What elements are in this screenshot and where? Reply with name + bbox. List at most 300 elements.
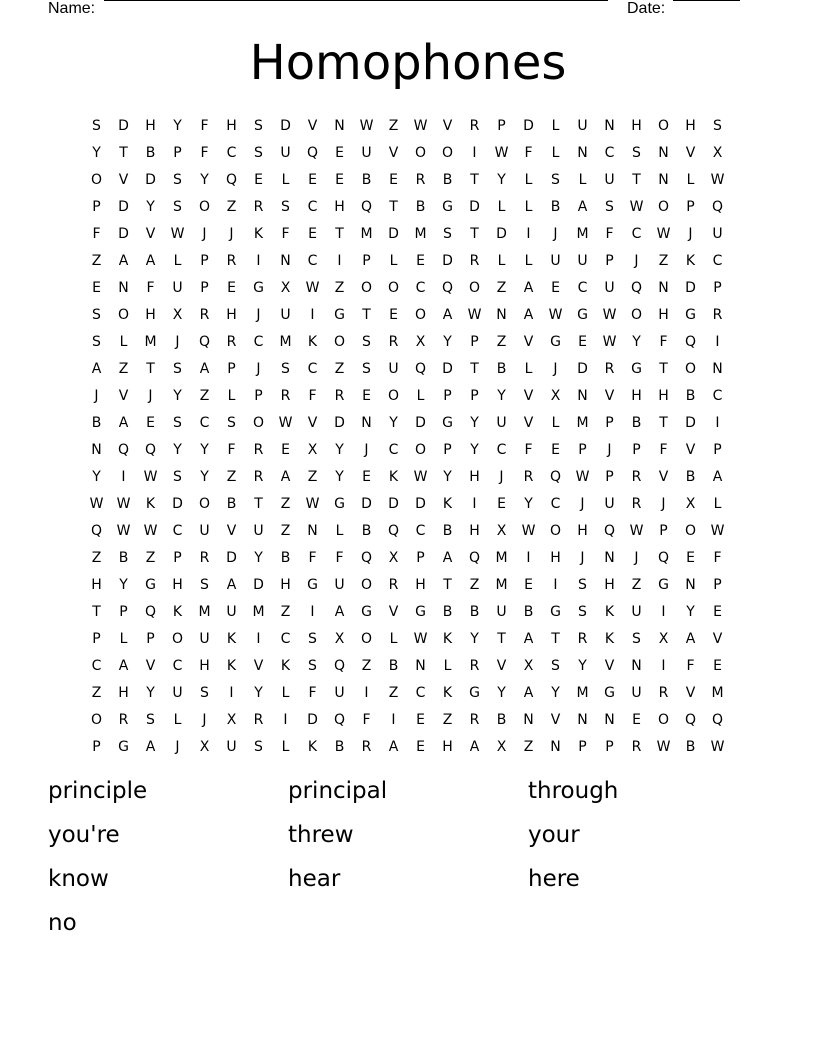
grid-letter: Q — [225, 171, 238, 188]
word-list-item: hear — [288, 866, 341, 892]
grid-letter: S — [227, 414, 236, 431]
grid-row — [83, 625, 731, 652]
grid-letter: E — [416, 711, 425, 728]
grid-letter: F — [335, 549, 344, 566]
grid-letter: I — [526, 549, 531, 566]
grid-letter: B — [145, 144, 156, 161]
grid-letter: H — [469, 468, 480, 485]
grid-letter: E — [389, 171, 398, 188]
grid-letter: S — [281, 360, 290, 377]
grid-row — [83, 328, 731, 355]
grid-letter: Q — [711, 711, 724, 728]
grid-letter: H — [658, 387, 669, 404]
grid-letter: P — [443, 441, 452, 458]
grid-letter: I — [256, 252, 261, 269]
grid-letter: W — [602, 333, 617, 350]
grid-letter: L — [119, 333, 128, 350]
grid-letter: E — [713, 657, 722, 674]
grid-letter: J — [634, 549, 639, 566]
grid-letter: D — [253, 576, 264, 593]
grid-letter: Y — [335, 441, 344, 458]
grid-letter: H — [280, 576, 291, 593]
grid-letter: B — [442, 171, 453, 188]
grid-letter: X — [685, 495, 696, 512]
grid-letter: W — [467, 306, 482, 323]
grid-letter: M — [360, 225, 373, 242]
grid-letter: P — [416, 549, 425, 566]
grid-letter: I — [472, 144, 477, 161]
grid-letter: F — [146, 279, 155, 296]
grid-letter: S — [254, 117, 263, 134]
grid-letter: L — [524, 171, 533, 188]
grid-letter: X — [226, 711, 237, 728]
grid-letter: U — [496, 414, 507, 431]
grid-letter: D — [577, 360, 588, 377]
grid-letter: M — [495, 549, 508, 566]
grid-letter: A — [145, 738, 156, 755]
grid-letter: E — [713, 603, 722, 620]
grid-letter: S — [578, 576, 587, 593]
grid-letter: C — [415, 684, 426, 701]
grid-letter: J — [94, 387, 99, 404]
grid-letter: H — [631, 117, 642, 134]
grid-row — [83, 382, 731, 409]
grid-letter: J — [580, 495, 585, 512]
word-list-item: no — [48, 910, 77, 936]
grid-letter: V — [523, 414, 534, 431]
grid-letter: E — [524, 576, 533, 593]
grid-letter: S — [308, 630, 317, 647]
grid-letter: K — [604, 603, 615, 620]
grid-letter: D — [442, 252, 453, 269]
grid-letter: T — [92, 603, 101, 620]
grid-letter: O — [657, 711, 670, 728]
grid-letter: X — [334, 630, 345, 647]
grid-letter: W — [521, 522, 536, 539]
grid-letter: P — [713, 279, 722, 296]
grid-letter: Z — [91, 252, 102, 269]
grid-letter: U — [577, 117, 588, 134]
grid-letter: T — [389, 198, 398, 215]
grid-letter: L — [281, 738, 290, 755]
grid-letter: O — [549, 522, 562, 539]
grid-letter: S — [173, 360, 182, 377]
grid-letter: H — [469, 522, 480, 539]
grid-letter: Q — [657, 549, 670, 566]
grid-letter: V — [604, 387, 615, 404]
grid-row — [83, 733, 731, 760]
grid-letter: X — [280, 279, 291, 296]
grid-letter: H — [334, 198, 345, 215]
grid-letter: R — [469, 711, 480, 728]
grid-letter: W — [143, 522, 158, 539]
grid-letter: J — [364, 441, 369, 458]
grid-letter: R — [469, 657, 480, 674]
grid-letter: K — [307, 738, 318, 755]
grid-letter: L — [389, 630, 398, 647]
grid-letter: L — [497, 198, 506, 215]
grid-letter: L — [443, 657, 452, 674]
grid-letter: O — [387, 279, 400, 296]
grid-letter: L — [713, 495, 722, 512]
grid-letter: Z — [388, 117, 399, 134]
date-label: Date: — [627, 0, 666, 17]
grid-letter: V — [145, 225, 156, 242]
grid-letter: A — [199, 360, 210, 377]
grid-letter: A — [685, 630, 696, 647]
grid-letter: R — [631, 495, 642, 512]
grid-letter: J — [634, 252, 639, 269]
grid-letter: G — [334, 306, 345, 323]
grid-letter: L — [551, 117, 560, 134]
grid-letter: H — [145, 306, 156, 323]
grid-letter: F — [92, 225, 101, 242]
grid-letter: E — [389, 306, 398, 323]
grid-letter: Y — [470, 441, 479, 458]
word-list-item: your — [528, 822, 580, 848]
grid-letter: E — [632, 711, 641, 728]
grid-letter: U — [604, 279, 615, 296]
grid-letter: R — [199, 549, 210, 566]
grid-letter: O — [657, 117, 670, 134]
grid-letter: G — [469, 684, 480, 701]
grid-letter: U — [226, 738, 237, 755]
grid-letter: Q — [414, 360, 427, 377]
grid-letter: F — [308, 387, 317, 404]
grid-letter: U — [712, 225, 723, 242]
grid-letter: K — [307, 333, 318, 350]
grid-letter: O — [360, 576, 373, 593]
grid-letter: U — [172, 684, 183, 701]
grid-letter: T — [497, 630, 506, 647]
grid-letter: O — [198, 495, 211, 512]
grid-letter: R — [469, 117, 480, 134]
grid-letter: F — [308, 684, 317, 701]
grid-letter: Y — [470, 630, 479, 647]
grid-letter: U — [550, 252, 561, 269]
grid-letter: Z — [226, 198, 237, 215]
grid-letter: X — [496, 522, 507, 539]
grid-letter: L — [524, 198, 533, 215]
grid-letter: N — [577, 711, 588, 728]
grid-letter: Q — [684, 711, 697, 728]
grid-letter: J — [256, 306, 261, 323]
grid-letter: G — [415, 603, 426, 620]
grid-letter: V — [388, 144, 399, 161]
grid-letter: U — [226, 603, 237, 620]
grid-row — [83, 220, 731, 247]
grid-letter: Y — [173, 441, 182, 458]
grid-letter: V — [685, 684, 696, 701]
grid-letter: V — [658, 468, 669, 485]
grid-letter: A — [388, 738, 399, 755]
grid-letter: L — [281, 171, 290, 188]
grid-letter: W — [143, 468, 158, 485]
grid-letter: N — [550, 738, 561, 755]
grid-letter: I — [310, 603, 315, 620]
grid-letter: V — [388, 603, 399, 620]
grid-row — [83, 247, 731, 274]
grid-letter: A — [442, 549, 453, 566]
grid-letter: V — [712, 630, 723, 647]
grid-letter: I — [391, 711, 396, 728]
grid-letter: K — [226, 657, 237, 674]
grid-letter: E — [254, 171, 263, 188]
grid-letter: N — [523, 711, 534, 728]
grid-letter: Q — [711, 198, 724, 215]
grid-letter: N — [604, 549, 615, 566]
grid-letter: Y — [92, 468, 101, 485]
grid-letter: O — [360, 630, 373, 647]
grid-letter: N — [604, 711, 615, 728]
grid-letter: N — [658, 171, 669, 188]
grid-row — [83, 166, 731, 193]
grid-letter: O — [684, 360, 697, 377]
grid-letter: Y — [146, 684, 155, 701]
grid-letter: U — [172, 279, 183, 296]
grid-letter: D — [523, 117, 534, 134]
grid-letter: F — [308, 549, 317, 566]
grid-letter: W — [89, 495, 104, 512]
grid-letter: E — [551, 441, 560, 458]
grid-letter: D — [415, 495, 426, 512]
grid-letter: R — [631, 738, 642, 755]
grid-row — [83, 652, 731, 679]
grid-letter: O — [90, 171, 103, 188]
page-title: Homophones — [249, 35, 567, 91]
grid-letter: Q — [468, 549, 481, 566]
grid-letter: R — [253, 711, 264, 728]
grid-letter: P — [713, 441, 722, 458]
grid-letter: R — [253, 468, 264, 485]
grid-letter: N — [658, 279, 669, 296]
grid-letter: N — [334, 117, 345, 134]
grid-letter: G — [145, 576, 156, 593]
grid-letter: C — [280, 630, 291, 647]
grid-letter: I — [526, 225, 531, 242]
grid-letter: A — [226, 576, 237, 593]
grid-row — [83, 598, 731, 625]
grid-letter: X — [388, 549, 399, 566]
grid-letter: K — [685, 252, 696, 269]
grid-letter: S — [92, 333, 101, 350]
grid-letter: D — [307, 711, 318, 728]
grid-letter: V — [145, 657, 156, 674]
grid-letter: U — [631, 603, 642, 620]
grid-letter: P — [470, 333, 479, 350]
grid-letter: A — [523, 630, 534, 647]
grid-letter: E — [227, 279, 236, 296]
grid-letter: R — [523, 468, 534, 485]
grid-letter: D — [118, 117, 129, 134]
grid-letter: W — [629, 198, 644, 215]
grid-letter: L — [578, 171, 587, 188]
grid-letter: S — [551, 657, 560, 674]
grid-letter: F — [200, 144, 209, 161]
grid-letter: J — [148, 387, 153, 404]
grid-letter: L — [551, 414, 560, 431]
grid-row — [83, 517, 731, 544]
grid-letter: W — [575, 468, 590, 485]
grid-letter: K — [145, 495, 156, 512]
grid-letter: I — [121, 468, 126, 485]
grid-letter: A — [712, 468, 723, 485]
grid-letter: R — [712, 306, 723, 323]
grid-letter: E — [362, 468, 371, 485]
grid-letter: I — [229, 684, 234, 701]
grid-letter: I — [715, 333, 720, 350]
grid-letter: T — [470, 225, 479, 242]
grid-letter: O — [468, 279, 481, 296]
grid-letter: Y — [443, 468, 452, 485]
grid-letter: G — [442, 198, 453, 215]
grid-letter: Q — [144, 603, 157, 620]
grid-letter: Q — [603, 522, 616, 539]
grid-letter: G — [334, 495, 345, 512]
grid-letter: Z — [361, 657, 372, 674]
grid-row — [83, 571, 731, 598]
grid-letter: E — [416, 738, 425, 755]
grid-letter: Z — [658, 252, 669, 269]
grid-letter: S — [632, 630, 641, 647]
grid-letter: P — [200, 279, 209, 296]
grid-letter: H — [604, 576, 615, 593]
grid-letter: O — [630, 306, 643, 323]
grid-letter: V — [550, 711, 561, 728]
grid-letter: R — [388, 576, 399, 593]
grid-letter: H — [577, 522, 588, 539]
grid-letter: A — [118, 657, 129, 674]
grid-letter: Y — [551, 684, 560, 701]
grid-letter: Y — [200, 171, 209, 188]
grid-letter: H — [442, 738, 453, 755]
grid-letter: T — [335, 225, 344, 242]
name-line — [104, 0, 608, 1]
word-list-item: here — [528, 866, 580, 892]
grid-letter: Y — [497, 387, 506, 404]
grid-letter: P — [470, 387, 479, 404]
grid-letter: Z — [442, 711, 453, 728]
grid-letter: O — [414, 441, 427, 458]
grid-letter: Y — [146, 198, 155, 215]
grid-letter: C — [307, 198, 318, 215]
grid-letter: B — [334, 738, 345, 755]
grid-letter: R — [226, 252, 237, 269]
grid-letter: R — [577, 630, 588, 647]
grid-letter: Y — [200, 468, 209, 485]
grid-letter: S — [173, 414, 182, 431]
grid-letter: S — [443, 225, 452, 242]
grid-letter: V — [118, 171, 129, 188]
grid-letter: R — [658, 684, 669, 701]
grid-letter: B — [361, 171, 372, 188]
grid-letter: P — [254, 387, 263, 404]
grid-letter: N — [91, 441, 102, 458]
grid-letter: A — [280, 468, 291, 485]
grid-letter: S — [713, 117, 722, 134]
grid-letter: K — [172, 603, 183, 620]
grid-letter: V — [442, 117, 453, 134]
grid-letter: V — [685, 144, 696, 161]
grid-letter: A — [523, 684, 534, 701]
grid-letter: W — [710, 738, 725, 755]
grid-letter: H — [415, 576, 426, 593]
grid-letter: F — [686, 657, 695, 674]
grid-letter: F — [659, 333, 668, 350]
grid-row — [83, 193, 731, 220]
grid-letter: W — [413, 117, 428, 134]
grid-letter: B — [91, 414, 102, 431]
grid-letter: S — [605, 198, 614, 215]
grid-letter: S — [254, 738, 263, 755]
grid-letter: G — [361, 603, 372, 620]
grid-letter: W — [305, 495, 320, 512]
grid-letter: U — [604, 171, 615, 188]
letter-grid — [83, 112, 731, 760]
grid-letter: O — [333, 333, 346, 350]
grid-letter: W — [710, 171, 725, 188]
grid-letter: Y — [200, 441, 209, 458]
grid-letter: B — [685, 468, 696, 485]
grid-letter: Q — [360, 198, 373, 215]
grid-letter: M — [414, 225, 427, 242]
grid-letter: O — [117, 306, 130, 323]
grid-letter: Y — [443, 333, 452, 350]
grid-letter: F — [524, 441, 533, 458]
grid-letter: S — [200, 576, 209, 593]
grid-letter: C — [199, 414, 210, 431]
grid-row — [83, 544, 731, 571]
grid-letter: I — [283, 711, 288, 728]
grid-letter: G — [550, 603, 561, 620]
grid-letter: O — [171, 630, 184, 647]
grid-letter: H — [226, 306, 237, 323]
grid-letter: Q — [630, 279, 643, 296]
grid-letter: W — [278, 414, 293, 431]
grid-letter: Q — [306, 144, 319, 161]
grid-letter: V — [496, 657, 507, 674]
grid-letter: G — [685, 306, 696, 323]
grid-letter: P — [686, 198, 695, 215]
grid-row — [83, 301, 731, 328]
grid-letter: M — [576, 414, 589, 431]
grid-letter: S — [200, 684, 209, 701]
grid-letter: K — [442, 495, 453, 512]
grid-letter: S — [173, 198, 182, 215]
grid-letter: R — [334, 387, 345, 404]
grid-letter: Z — [388, 684, 399, 701]
grid-letter: R — [280, 387, 291, 404]
grid-letter: L — [551, 144, 560, 161]
grid-row — [83, 409, 731, 436]
word-list-item: threw — [288, 822, 354, 848]
grid-letter: O — [198, 198, 211, 215]
grid-letter: O — [657, 198, 670, 215]
grid-letter: W — [359, 117, 374, 134]
grid-letter: B — [469, 603, 480, 620]
grid-letter: E — [335, 171, 344, 188]
grid-letter: I — [310, 306, 315, 323]
grid-letter: A — [523, 306, 534, 323]
grid-letter: Z — [145, 549, 156, 566]
grid-letter: B — [496, 360, 507, 377]
grid-letter: B — [631, 414, 642, 431]
grid-letter: W — [170, 225, 185, 242]
grid-letter: T — [551, 630, 560, 647]
grid-letter: J — [175, 333, 180, 350]
grid-letter: J — [202, 711, 207, 728]
grid-letter: U — [280, 306, 291, 323]
